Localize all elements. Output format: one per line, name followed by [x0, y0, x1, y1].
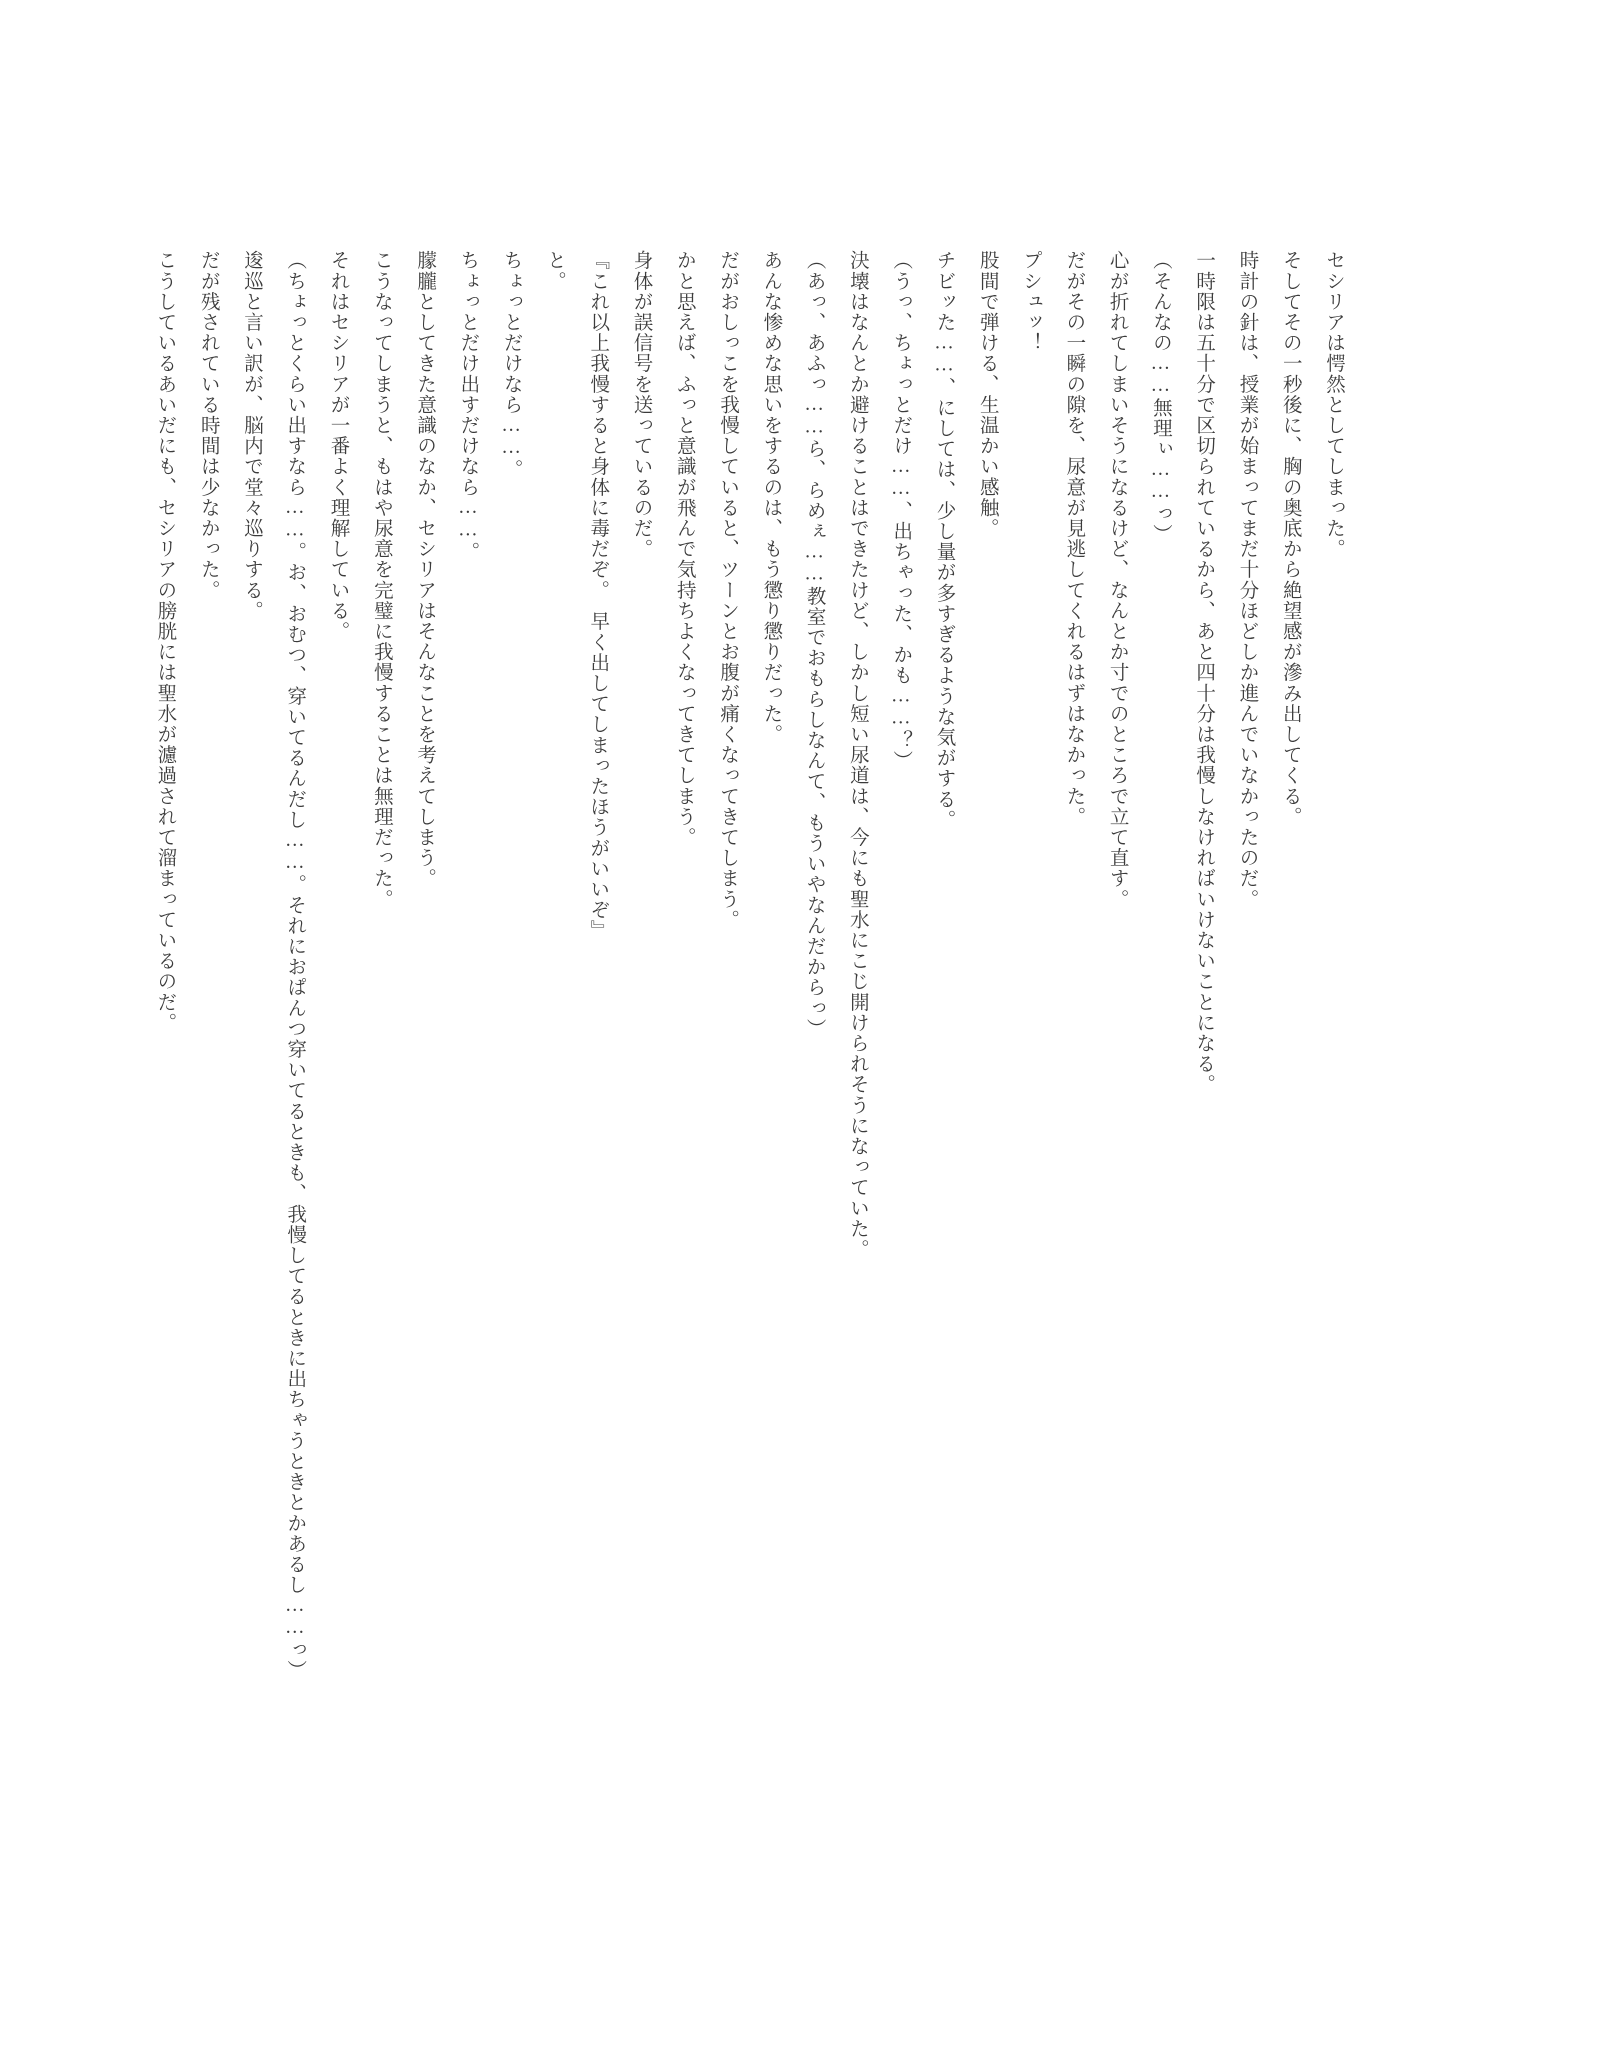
paragraph: かと思えば、ふっと意識が飛んで気持ちよくなってきてしまう。 [673, 250, 695, 848]
paragraph: 一時限は五十分で区切られているから、あと四十分は我慢しなければいけないことになる。 [1193, 250, 1215, 1095]
paragraph: あんな惨めな思いをするのは、もう懲り懲りだった。 [760, 250, 782, 745]
paragraph: 身体が誤信号を送っているのだ。 [630, 250, 652, 559]
paragraph: プシュッ！ [1020, 250, 1042, 353]
paragraph: 股間で弾ける、生温かい感触。 [976, 250, 998, 539]
paragraph: それはセシリアが一番よく理解している。 [327, 250, 349, 642]
paragraph: 『これ以上我慢すると身体に毒だぞ。 早く出してしまったほうがいいぞ』 [587, 250, 609, 941]
paragraph: だがおしっこを我慢していると、ツーンとお腹が痛くなってきてしまう。 [717, 250, 739, 930]
paragraph: そしてその一秒後に、胸の奥底から絶望感が滲み出してくる。 [1279, 250, 1301, 827]
paragraph: こうなってしまうと、もはや尿意を完璧に我慢することは無理だった。 [370, 250, 392, 910]
vertical-text-body [154, 250, 1355, 1730]
paragraph: だが残されている時間は少なかった。 [197, 250, 219, 601]
paragraph: （あっ、あふっ……ら、らめぇ……教室でおもらしなんて、もういやなんだからっ） [803, 250, 825, 1039]
paragraph: だがその一瞬の隙を、尿意が見逃してくれるはずはなかった。 [1063, 250, 1085, 827]
paragraph: 朦朧としてきた意識のなか、セシリアはそんなことを考えてしまう。 [414, 250, 436, 889]
paragraph: （うっ、ちょっとだけ……、出ちゃった、かも……？） [890, 250, 912, 771]
paragraph: 心が折れてしまいそうになるけど、なんとか寸でのところで立て直す。 [1106, 250, 1128, 910]
paragraph: セシリアは愕然としてしまった。 [1323, 250, 1344, 559]
paragraph: ちょっとだけなら……。 [500, 250, 522, 480]
paragraph: 時計の針は、授業が始まってまだ十分ほどしか進んでいなかったのだ。 [1236, 250, 1258, 910]
paragraph: （そんなの……無理ぃ……っ） [1149, 250, 1171, 545]
paragraph: こうしているあいだにも、セシリアの膀胱には聖水が濾過されて溜まっているのだ。 [154, 250, 176, 1033]
paragraph: チビッた……、にしては、少し量が多すぎるような気がする。 [933, 250, 955, 830]
paragraph: 決壊はなんとか避けることはできたけど、しかし短い尿道は、今にも聖水にこじ開けられそうになっていた。 [846, 250, 868, 1260]
paragraph: （ちょっとくらい出すなら……。お、おむつ、穿いてるんだし……。それにおぱんつ穿いてるときも、我慢してるときに出ちゃうときとかあるし……っ） [284, 250, 306, 1681]
paragraph: ちょっとだけ出すだけなら……。 [457, 250, 479, 562]
paragraph: と。 [543, 250, 565, 292]
paragraph: 逡巡と言い訳が、脳内で堂々巡りする。 [240, 250, 262, 621]
